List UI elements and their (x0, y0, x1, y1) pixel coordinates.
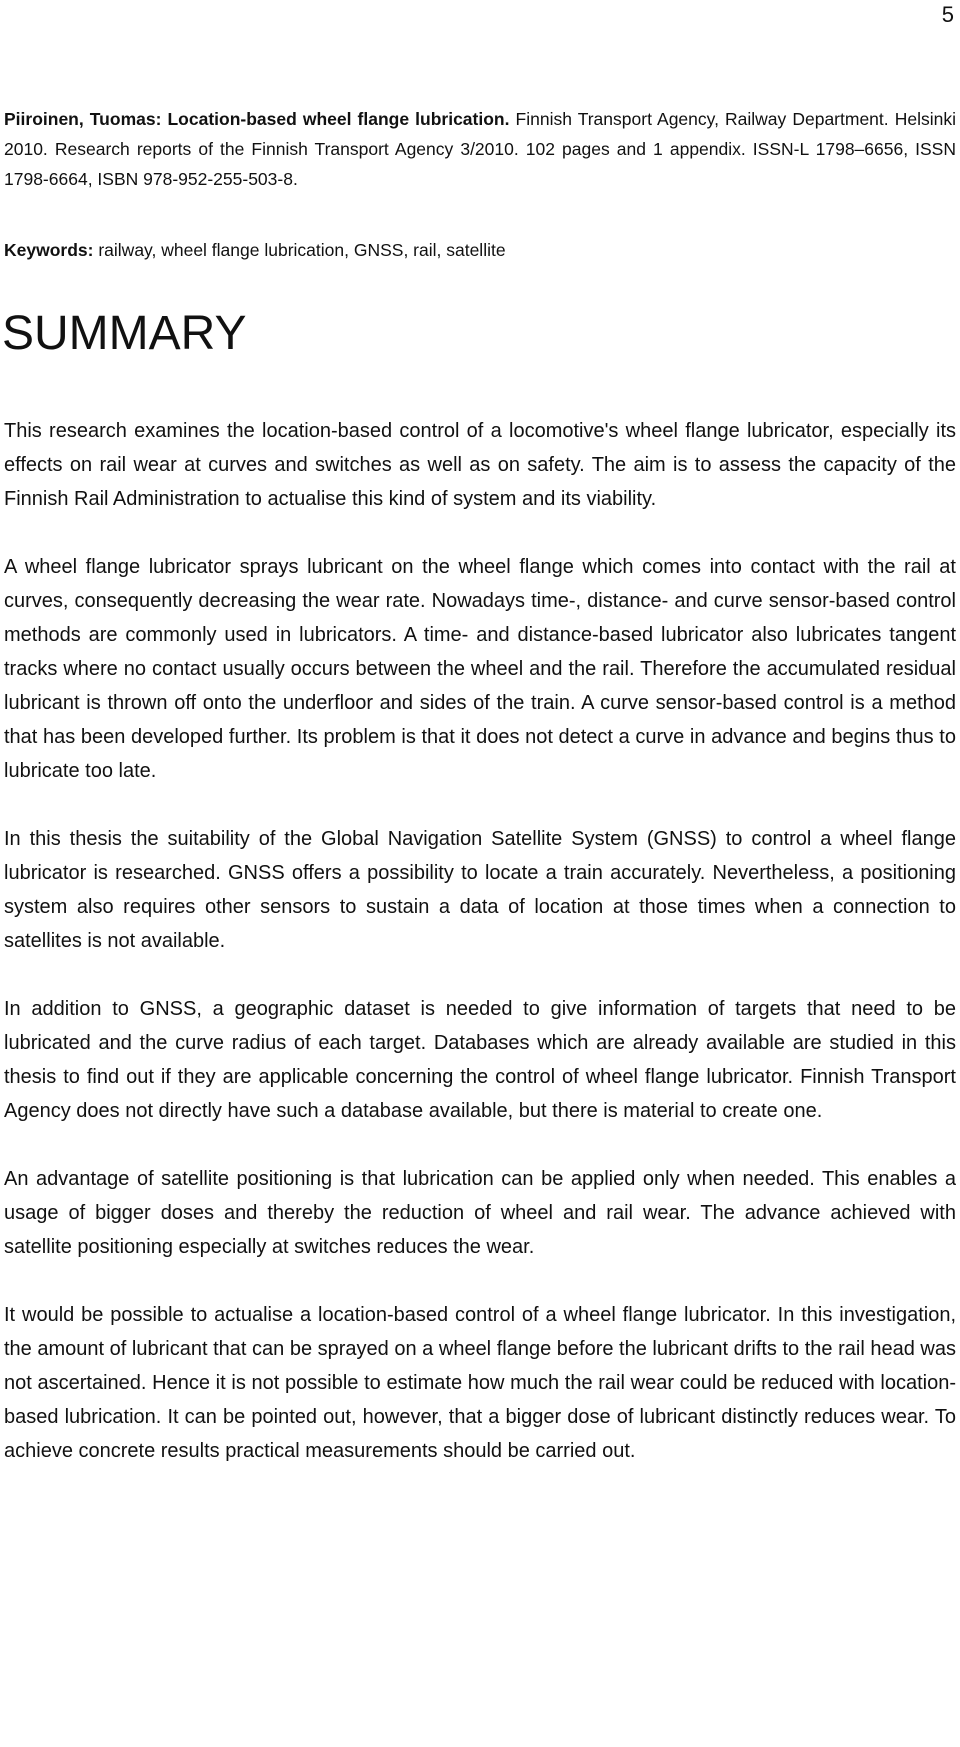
citation (4, 104, 956, 194)
paragraph: An advantage of satellite positioning is that lubrication can be applied only when needed. This enables a usage of bigger doses and thereby the reduction of wheel and rail wear. The advance achieved with satellite positioning especially at switches reduces the wear. (4, 1168, 956, 1258)
summary-body (4, 414, 956, 1502)
keywords-value: railway, wheel flange lubrication, GNSS, rail, satellite (98, 240, 506, 260)
paragraph: A wheel flange lubricator sprays lubricant on the wheel flange which comes into contact with the rail at curves, consequently decreasing the wear rate. Nowadays time-, distance- and curve sensor-based control methods are commonly used in lubricators. A time- and distance-based lubricator also lubricates tangent tracks where no contact usually occurs between the wheel and the rail. Therefore the accumulated residual lubricant is thrown off onto the underfloor and sides of the train. A curve sensor-based control is a method that has been developed further. Its problem is that it does not detect a curve in advance and begins thus to lubricate too late. (4, 556, 956, 782)
paragraph: This research examines the location-based control of a locomotive's wheel flange lubricator, especially its effects on rail wear at curves and switches as well as on safety. The aim is to assess the capacity of the Finnish Rail Administration to actualise this kind of system and its viability. (4, 420, 956, 510)
paragraph: It would be possible to actualise a location-based control of a wheel flange lubricator. In this investigation, the amount of lubricant that can be sprayed on a wheel flange before the lubricant drifts to the rail head was not ascertained. Hence it is not possible to estimate how much the rail wear could be reduced with location-based lubrication. It can be pointed out, however, that a bigger dose of lubricant distinctly reduces wear. To achieve concrete results practical measurements should be carried out. (4, 1304, 956, 1462)
section-heading: SUMMARY (2, 307, 247, 360)
keywords (4, 240, 506, 261)
keywords-label: Keywords: (4, 240, 94, 260)
citation-author-title: Piiroinen, Tuomas: Location-based wheel flange lubrication. (4, 109, 510, 129)
paragraph: In this thesis the suitability of the Global Navigation Satellite System (GNSS) to control a wheel flange lubricator is researched. GNSS offers a possibility to locate a train accurately. Nevertheless, a positioning system also requires other sensors to sustain a data of location at those times when a connection to satellites is not available. (4, 828, 956, 952)
page-number: 5 (941, 2, 954, 27)
paragraph: In addition to GNSS, a geographic dataset is needed to give information of targets that need to be lubricated and the curve radius of each target. Databases which are already available are studied in this thesis to find out if they are applicable concerning the control of wheel flange lubricator. Finnish Transport Agency does not directly have such a database available, but there is material to create one. (4, 998, 956, 1122)
citation-details: Finnish Transport Agency, Railway Department. Helsinki 2010. Research reports of the Finnish Transport Agency 3/2010. 102 pages and 1 appendix. ISSN-L 1798–6656, ISSN 1798-6664, ISBN 978-952-255-503-8. (4, 109, 956, 189)
